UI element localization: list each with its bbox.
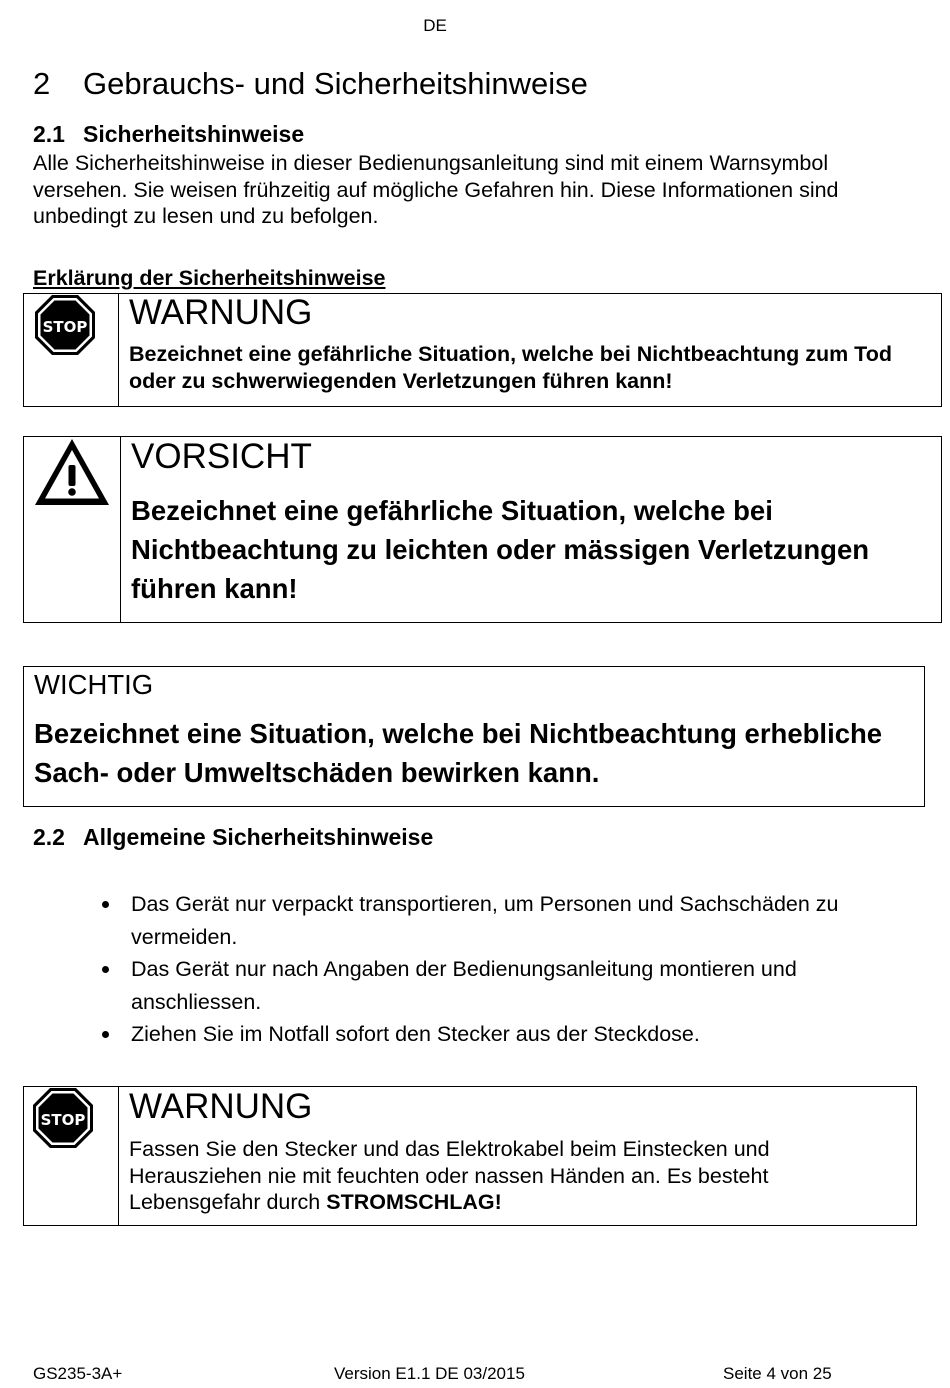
- language-code: DE: [423, 16, 447, 35]
- electrical-warning-emphasis: STROMSCHLAG!: [326, 1190, 502, 1214]
- stop-sign-label: STOP: [42, 318, 88, 336]
- bullet-text: Ziehen Sie im Notfall sofort den Stecker aus der Steckdose.: [131, 1022, 700, 1046]
- important-box: [23, 666, 925, 807]
- subsection-heading-2-1: [33, 121, 304, 148]
- stop-sign-label: STOP: [40, 1111, 86, 1129]
- important-signal-word: WICHTIG: [34, 669, 154, 700]
- safety-bullet-list: [97, 888, 917, 1051]
- caution-signal-word: VORSICHT: [131, 437, 312, 476]
- caution-icon-cell: [24, 437, 121, 622]
- warning-icon-cell: [24, 294, 119, 406]
- stop-sign-icon: [34, 294, 96, 356]
- bullet-icon: [102, 966, 109, 973]
- caution-content: [131, 437, 941, 622]
- warning-content: [129, 294, 941, 406]
- section-title: Gebrauchs- und Sicherheitshinweise: [83, 66, 588, 101]
- electrical-warning-text: Fassen Sie den Stecker und das Elektrokabel beim Einstecken und Herausziehen nie mit feuchten oder nassen Händen an. Es besteht Lebensgefahr durch: [129, 1137, 770, 1214]
- electrical-warning-signal-word: WARNUNG: [129, 1087, 313, 1126]
- section-number: 2: [33, 66, 51, 101]
- electrical-warning-content: [129, 1087, 916, 1225]
- list-item: [97, 888, 917, 953]
- subsection-number: 2.2: [33, 824, 65, 850]
- electrical-warning-icon-cell: [24, 1087, 119, 1225]
- subsection-heading-2-2: [33, 824, 433, 851]
- electrical-warning-description: [129, 1136, 889, 1216]
- footer-version: Version E1.1 DE 03/2015: [334, 1364, 525, 1383]
- warning-signal-word: WARNUNG: [129, 293, 313, 332]
- stop-sign-icon: [32, 1087, 94, 1149]
- bullet-text: Das Gerät nur nach Angaben der Bedienungsanleitung montieren und anschliessen.: [131, 957, 797, 1014]
- warning-triangle-icon: [33, 437, 111, 509]
- electrical-warning-box: [23, 1086, 917, 1226]
- caution-box: [23, 436, 942, 623]
- warning-box: [23, 293, 942, 407]
- intro-paragraph: Alle Sicherheitshinweise in dieser Bedienungsanleitung sind mit einem Warnsymbol versehen. Sie weisen frühzeitig auf mögliche Gefahren hin. Diese Informationen sind unbedingt zu lesen und zu befolgen.: [33, 151, 839, 228]
- warning-description: Bezeichnet eine gefährliche Situation, welche bei Nichtbeachtung zum Tod oder zu schwerwiegenden Verletzungen führen kann!: [129, 342, 892, 393]
- list-item: [97, 953, 917, 1018]
- list-item: [97, 1018, 917, 1051]
- footer-page-number: Seite 4 von 25: [723, 1364, 832, 1383]
- explanation-heading: Erklärung der Sicherheitshinweise: [33, 266, 386, 290]
- footer-model: GS235-3A+: [33, 1364, 123, 1383]
- subsection-title: Allgemeine Sicherheitshinweise: [83, 824, 434, 850]
- important-description: Bezeichnet eine Situation, welche bei Nichtbeachtung erhebliche Sach- oder Umweltschäden bewirken kann.: [34, 718, 883, 788]
- section-heading: [33, 66, 588, 102]
- bullet-icon: [102, 1031, 109, 1038]
- subsection-number: 2.1: [33, 121, 65, 147]
- caution-description: Bezeichnet eine gefährliche Situation, welche bei Nichtbeachtung zu leichten oder mässigen Verletzungen führen kann!: [131, 495, 870, 604]
- subsection-title: Sicherheitshinweise: [83, 121, 305, 147]
- bullet-text: Das Gerät nur verpackt transportieren, um Personen und Sachschäden zu vermeiden.: [131, 892, 839, 949]
- bullet-icon: [102, 901, 109, 908]
